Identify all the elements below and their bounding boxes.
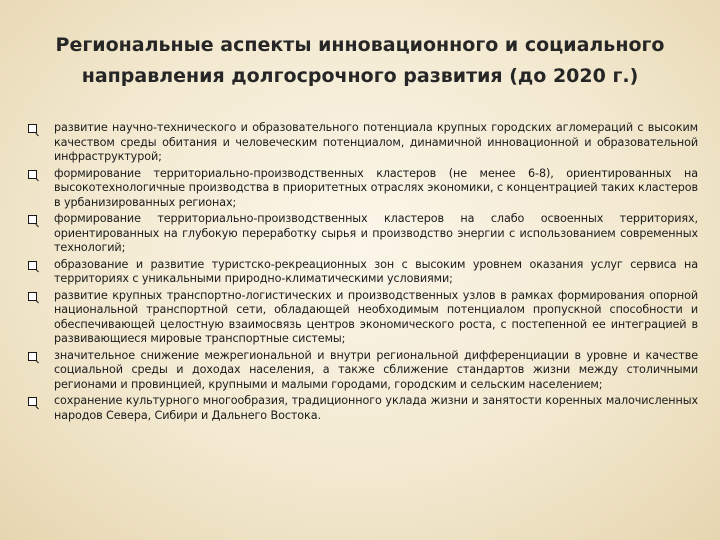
checkbox-square-icon: [28, 124, 37, 133]
bullet-text: значительное снижение межрегиональной и внутри региональной дифференциации в уровне и качестве социальной среды и доходах населения, а также сближение стандартов жизни между столичными регионами и провинцией, крупными и малыми городами, городским и сельским населением;: [54, 348, 698, 391]
bullet-text: образование и развитие туристско-рекреационных зон с высоким уровнем оказания услуг сервиса на территориях с уникальными природно-климатическими условиями;: [54, 257, 698, 285]
slide-title: [40, 30, 680, 92]
bullet-item-hightech-clusters: [28, 167, 698, 211]
checkbox-square-icon: [28, 292, 37, 301]
bullet-item-transport-hubs: [28, 289, 698, 347]
slide-title-line-2: направления долгосрочного развития (до 2020 г.): [81, 65, 639, 87]
bullet-item-tourism-zones: [28, 258, 698, 287]
bullet-item-raw-material-clusters: [28, 212, 698, 256]
bullet-list: [28, 121, 698, 423]
checkbox-square-icon: [28, 352, 37, 361]
bullet-text: формирование территориально-производственных кластеров (не менее 6-8), ориентированных на высокотехнологичные производства в приоритетных отраслях экономики, с концентрацией таких кластеров в урбанизированных регионах;: [54, 166, 698, 209]
bullet-text: формирование территориально-производственных кластеров на слабо освоенных территориях, ориентированных на глубокую переработку сырья и производство энергии с использованием современных технологий;: [54, 212, 698, 254]
slide-title-line-1: Региональные аспекты инновационного и социального: [55, 34, 665, 56]
bullet-text: развитие научно-технического и образовательного потенциала крупных городских агломераций с высоким качеством среды обитания и человеческим потенциалом, динамичной инновационной и образовательной инфраструктурой;: [54, 121, 698, 163]
checkbox-square-icon: [28, 261, 37, 270]
checkbox-square-icon: [28, 397, 37, 406]
checkbox-square-icon: [28, 170, 37, 179]
checkbox-square-icon: [28, 215, 37, 224]
bullet-text: развитие крупных транспортно-логистических и производственных узлов в рамках формирования опорной национальной транспортной сети, обладающей необходимым потенциалом пропускной способности и обеспечивающей целостную взаимосвязь центров экономического роста, с постепенной ее интеграцией в развивающиеся мировые транспортные системы;: [54, 288, 698, 345]
bullet-text: сохранение культурного многообразия, традиционного уклада жизни и занятости коренных малочисленных народов Севера, Сибири и Дальнего Востока.: [54, 394, 698, 422]
bullet-item-indigenous-peoples: [28, 394, 698, 423]
bullet-item-clusters-cities: [28, 121, 698, 165]
bullet-item-differentiation: [28, 349, 698, 393]
